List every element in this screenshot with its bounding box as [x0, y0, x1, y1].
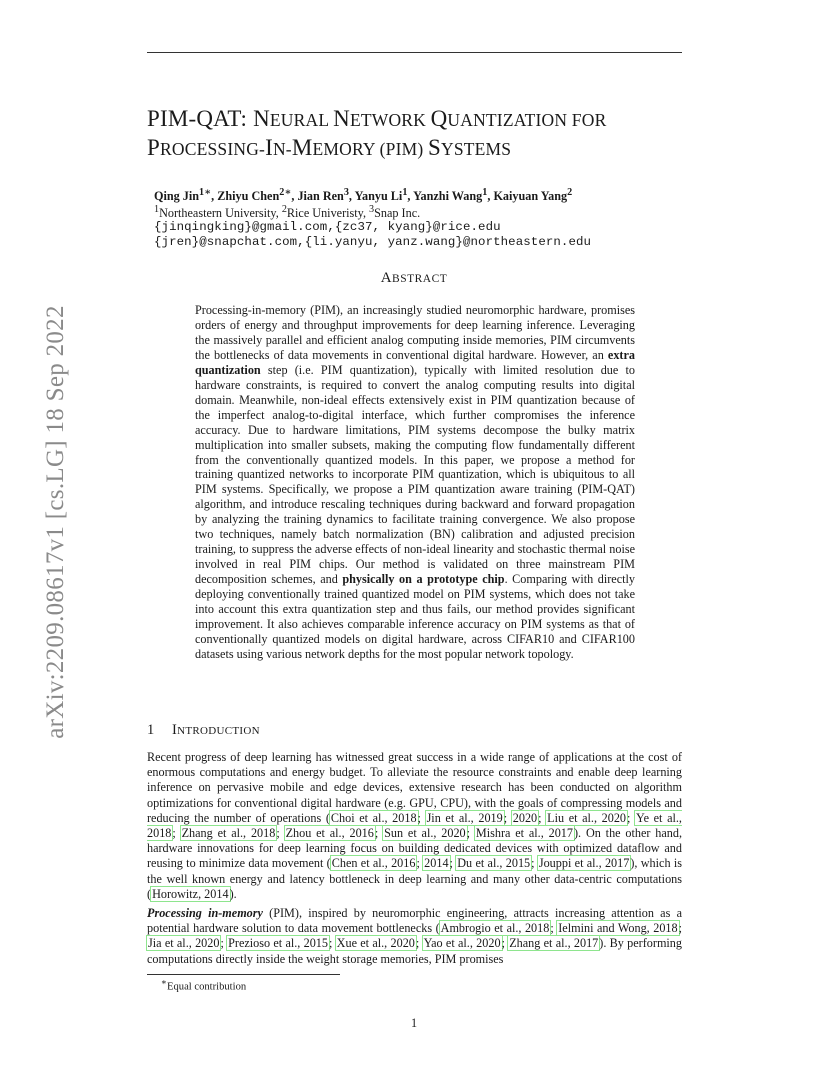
- author-name: Yanyu Li: [354, 189, 403, 204]
- section-heading: 1 INTRODUCTION: [147, 722, 260, 738]
- citation-link[interactable]: Mishra et al., 2017: [475, 826, 573, 841]
- email-line-2: {jren}@snapchat.com,{li.yanyu, yanz.wang}@northeastern.edu: [154, 235, 592, 249]
- citation-link[interactable]: Chen et al., 2016: [331, 856, 416, 871]
- citation-link[interactable]: Liu et al., 2020: [547, 810, 627, 825]
- citation-link[interactable]: Prezioso et al., 2015: [228, 936, 328, 951]
- citation-link[interactable]: Jia et al., 2020: [148, 936, 220, 951]
- author-name: Kaiyuan Yang: [493, 189, 568, 204]
- footnote-rule: [147, 974, 340, 975]
- citation-link[interactable]: Choi et al., 2018: [330, 810, 417, 825]
- citation-link[interactable]: Ambrogio et al., 2018: [440, 921, 550, 936]
- citation-link[interactable]: Zhou et al., 2016: [285, 826, 374, 841]
- citation-link[interactable]: Ielmini and Wong, 2018: [558, 921, 678, 936]
- paper-title: [147, 105, 687, 163]
- title-line-2: PROCESSING-IN-MEMORY (PIM) SYSTEMS: [147, 135, 512, 160]
- citation-link[interactable]: Zhang et al., 2017: [509, 936, 599, 951]
- page-number: 1: [410, 1016, 418, 1030]
- email-line-1: {jinqingking}@gmail.com,{zc37, kyang}@rice.edu: [154, 220, 501, 234]
- citation-link[interactable]: Horowitz, 2014: [152, 886, 229, 901]
- top-rule: [147, 52, 682, 53]
- citation-link[interactable]: Jouppi et al., 2017: [538, 856, 630, 871]
- citation-link[interactable]: 2020: [512, 810, 538, 825]
- citation-link[interactable]: Jin et al., 2019: [426, 810, 503, 825]
- footnote: ∗Equal contribution: [161, 977, 247, 993]
- citation-link[interactable]: Ye et al., 2018: [147, 810, 682, 841]
- intro-paragraph-2: Processing in-memory (PIM), inspired by neuromorphic engineering, attracts increasing attention as a potential hardware solution to data movement bottlenecks (Ambrogio et al., 2018; Ielmini and Wong, 2018; Jia et al., 2020; Prezioso et al., 2015; Xue et al., 2020; Yao et al., 2020; Zhang et al., 2017). By performing computations directly inside the weight storage memories, PIM promises: [147, 906, 682, 966]
- author-list: Qing Jin$^{1∗}$, Zhiyu Chen$^{2∗}$, Jian Ren$^3$, Yanyu Li$^1$, Yanzhi Wang$^1$, Kaiyuan Yang$^2$: [154, 187, 573, 204]
- affiliations: $^1$Northeastern University, $^2$Rice Univeristy, $^3$Snap Inc.: [154, 204, 421, 221]
- citation-link[interactable]: Du et al., 2015: [457, 856, 531, 871]
- abstract-heading: ABSTRACT: [380, 270, 448, 286]
- title-line-1: PIM-QAT: NEURAL NETWORK QUANTIZATION FOR: [147, 106, 607, 131]
- citation-link[interactable]: Yao et al., 2020: [423, 936, 501, 951]
- citation-link[interactable]: Sun et al., 2020: [384, 826, 466, 841]
- citation-link[interactable]: 2014: [424, 856, 449, 871]
- citation-link[interactable]: Zhang et al., 2018: [181, 826, 276, 841]
- author-name: Yanzhi Wang: [413, 189, 483, 204]
- citation-link[interactable]: Xue et al., 2020: [336, 936, 415, 951]
- intro-paragraph-1: Recent progress of deep learning has witnessed great success in a wide range of applications at the cost of enormous computations and energy budget. To alleviate the resource constraints and enable deep learning inference on pervasive mobile and edge devices, extensive research has been conducted on algorithm optimizations for conventional digital hardware (e.g. GPU, CPU), with the goals of compressing models and reducing the number of operations (Choi et al., 2018; Jin et al., 2019; 2020; Liu et al., 2020; Ye et al., 2018; Zhang et al., 2018; Zhou et al., 2016; Sun et al., 2020; Mishra et al., 2017). On the other hand, hardware innovations for deep learning focus on building dedicated devices with optimized dataflow and reusing to minimize data movement (Chen et al., 2016; 2014; Du et al., 2015; Jouppi et al., 2017), which is the well known energy and latency bottleneck in deep learning and many other data-centric computations (Horowitz, 2014).: [147, 750, 683, 901]
- author-name: Jian Ren: [297, 189, 344, 204]
- author-name: Qing Jin: [154, 189, 200, 204]
- abstract-body: Processing-in-memory (PIM), an increasingly studied neuromorphic hardware, promises orders of energy and throughput improvements for deep learning inference. Leveraging the massively parallel and efficient analog computing inside memories, PIM circumvents the bottlenecks of data movements in conventional digital hardware. However, an extra quantization step (i.e. PIM quantization), typically with limited resolution due to hardware constraints, is required to convert the analog computing results into digital domain. Meanwhile, non-ideal effects extensively exist in PIM quantization because of the imperfect analog-to-digital interface, which further compromises the inference accuracy. Due to hardware limitations, PIM systems decompose the bulky matrix multiplication into smaller subsets, making the computing flow fundamentally different from the conventionally quantized models. In this paper, we propose a method for training quantized networks to incorporate PIM quantization, which is ubiquitous to all PIM systems. Specifically, we propose a PIM quantization aware training (PIM-QAT) algorithm, and introduce rescaling techniques during backward and forward propagation by analyzing the training dynamics to facilitate training convergence. We also propose two techniques, namely batch normalization (BN) calibration and adjusted precision training, to suppress the adverse effects of non-ideal linearity and stochastic thermal noise involved in real PIM chips. Our method is validated on three mainstream PIM decomposition schemes, and physically on a prototype chip. Comparing with directly deploying conventionally trained quantized model on PIM systems, which does not take into account this extra quantization step and thus fails, our method provides significant improvement. It also achieves comparable inference accuracy on PIM systems as that of conventionally quantized models on digital hardware, across CIFAR10 and CIFAR100 datasets using various network depths for the most popular network topology.: [195, 303, 635, 661]
- author-name: Zhiyu Chen: [217, 189, 280, 204]
